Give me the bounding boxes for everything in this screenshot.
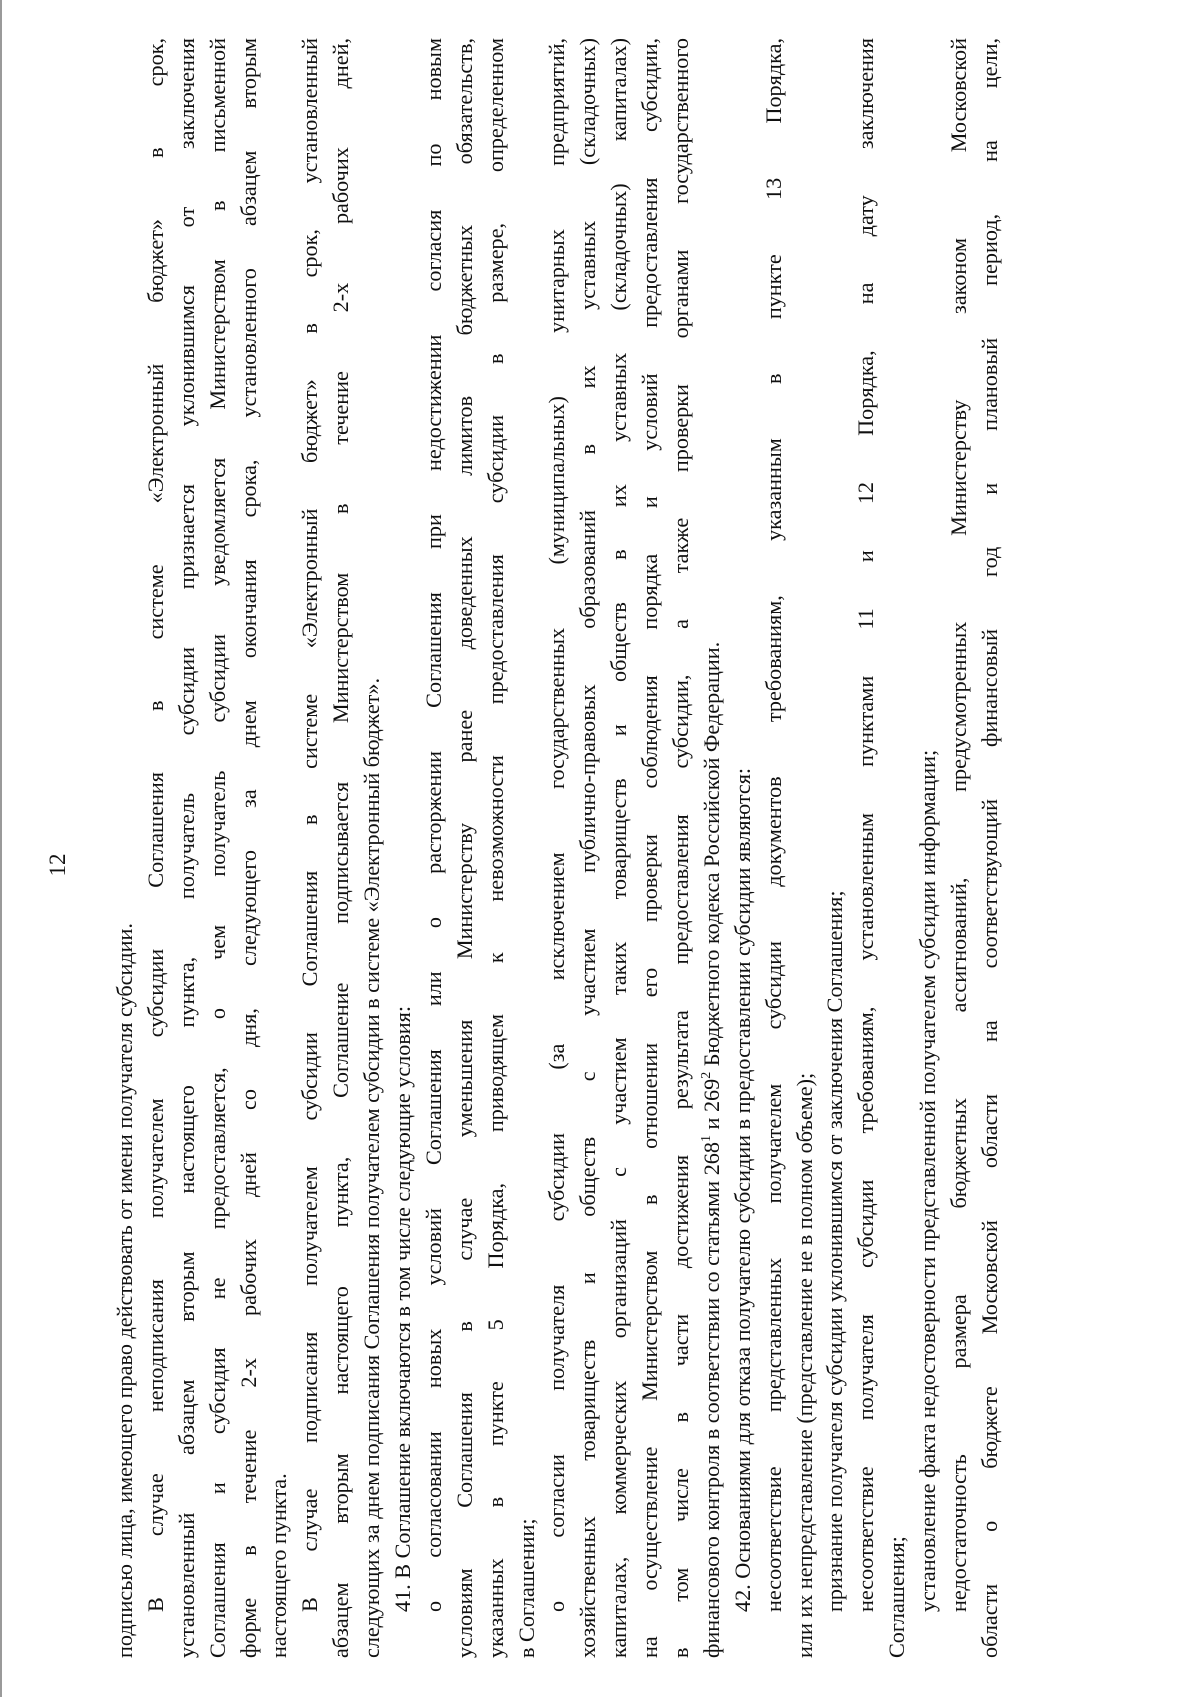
- text-line: установленный абзацем вторым настоящего пункта, получатель субсидии признается уклонившимся от заключения: [173, 38, 199, 1658]
- text-line: на осуществление Министерством в отношении его проверки соблюдения порядка и условий предоставления субсидии,: [637, 38, 663, 1658]
- text-line: В случае подписания получателем субсидии Соглашения в системе «Электронный бюджет» в срок, установленный: [297, 38, 323, 1612]
- text-line: области о бюджете Московской области на соответствующий финансовый год и плановый период, на цели,: [976, 38, 1002, 1658]
- text-line: условиям Соглашения в случае уменьшения Министерству ранее доведенных лимитов бюджетных обязательств,: [451, 38, 477, 1658]
- text-line: о согласии получателя субсидии (за исключением государственных (муниципальных) унитарных предприятий,: [544, 38, 570, 1612]
- page-number: 12: [45, 853, 70, 877]
- text-line: несоответствие получателя субсидии требованиям, установленным пунктами 11 и 12 Порядка, на дату заключения: [853, 38, 879, 1612]
- text-line: подписью лица, имеющего право действовать от имени получателя субсидии.: [112, 923, 137, 1658]
- text-line: установление факта недостоверности представленной получателем субсидии информации;: [915, 749, 941, 1612]
- text-line: указанных в пункте 5 Порядка, приводящем к невозможности предоставления субсидии в размере, определенном: [482, 38, 508, 1658]
- text-line: В случае неподписания получателем субсидии Соглашения в системе «Электронный бюджет» в срок,: [142, 38, 168, 1612]
- text-fragment: и 269: [698, 1078, 724, 1136]
- text-line: 41. В Соглашение включаются в том числе следующие условия:: [390, 1005, 416, 1612]
- text-line: или их непредставление (представление не в полном объеме);: [791, 1072, 817, 1658]
- text-line: Соглашения и субсидия не предоставляется, о чем получатель субсидии уведомляется Министерством в письменной: [204, 38, 230, 1658]
- text-line: абзацем вторым настоящего пункта, Соглашение подписывается Министерством в течение 2-х рабочих дней,: [328, 38, 354, 1658]
- text-line: настоящего пункта.: [266, 1473, 292, 1658]
- text-line: несоответствие представленных получателем субсидии документов требованиям, указанным в пункте 13 Порядка,: [760, 38, 786, 1612]
- text-line: [697, 38, 728, 1658]
- rotated-page-body: [110, 38, 1090, 1658]
- text-line: в Соглашении;: [513, 1518, 539, 1658]
- text-line: о согласовании новых условий Соглашения или о расторжении Соглашения при недостижении согласия по новым: [420, 38, 446, 1612]
- text-line: признание получателя субсидии уклонившимся от заключения Соглашения;: [822, 890, 848, 1612]
- superscript: 2: [698, 1071, 714, 1079]
- text-fragment: Бюджетного кодекса Российской Федерации.: [698, 641, 724, 1072]
- text-fragment: финансового контроля в соответствии со статьями 268: [698, 1142, 724, 1658]
- text-line: форме в течение 2-х рабочих дней со дня, следующего за днем окончания срока, установленного абзацем вторым: [235, 38, 261, 1658]
- text-line: в том числе в части достижения результата предоставления субсидии, а также проверки органами государственного: [668, 38, 694, 1658]
- text-line: 42. Основаниями для отказа получателю субсидии в предоставлении субсидии являются:: [729, 767, 755, 1612]
- superscript: 1: [698, 1135, 714, 1143]
- text-line: хозяйственных товариществ и обществ с участием публично-правовых образований в их уставных (складочных): [575, 38, 601, 1658]
- document-text: [110, 38, 1006, 1658]
- text-line: Соглашения;: [884, 1536, 910, 1658]
- text-line: капиталах, коммерческих организаций с участием таких товариществ и обществ в их уставных (складочных) капиталах): [606, 38, 632, 1658]
- text-line: недостаточность размера бюджетных ассигнований, предусмотренных Министерству законом Московской: [946, 38, 972, 1612]
- text-line: следующих за днем подписания Соглашения получателем субсидии в системе «Электронный бюджет».: [359, 677, 385, 1658]
